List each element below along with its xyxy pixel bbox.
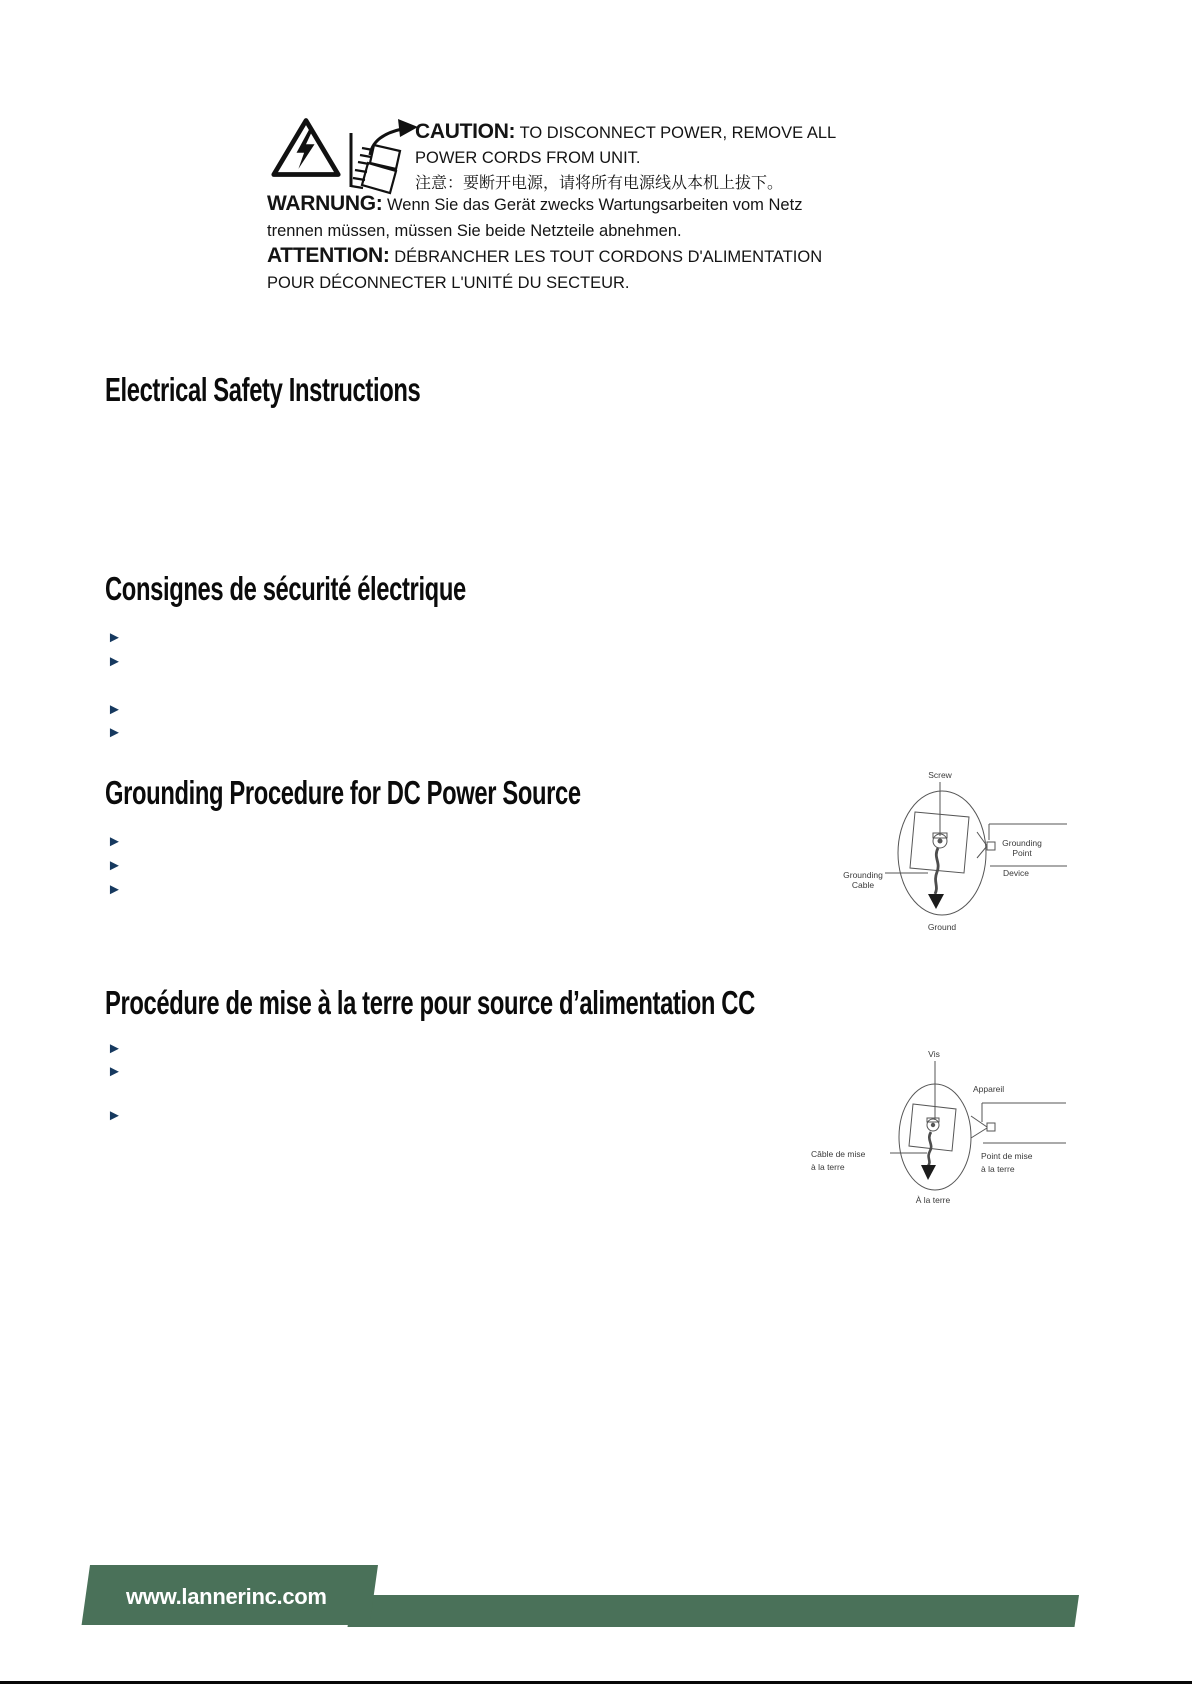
caution-text-block — [415, 119, 836, 196]
diagram-label-appareil: Appareil — [973, 1084, 1005, 1094]
grounding-diagram-en — [835, 762, 1070, 937]
diagram-label-screw: Screw — [928, 770, 952, 780]
high-voltage-warning-icon — [270, 115, 342, 181]
heading-grounding-procedure: Grounding Procedure for DC Power Source — [105, 774, 581, 811]
grounding-diagram-fr — [755, 1032, 1075, 1212]
page-bottom-rule — [0, 1681, 1192, 1684]
bullet-arrow-icon: ► — [107, 833, 122, 850]
warnung-text: Wenn Sie das Gerät zwecks Wartungsarbeiten vom Netz — [387, 196, 803, 214]
attention-label: ATTENTION: — [267, 244, 390, 267]
bullet-arrow-icon: ► — [107, 881, 122, 898]
warnung-line-2: trennen müssen, müssen Sie beide Netzteile abnehmen. — [267, 222, 682, 240]
diagram-label-point-mise-terre: à la terre — [981, 1164, 1015, 1174]
attention-line-2: POUR DÉCONNECTER L'UNITÉ DU SECTEUR. — [267, 274, 630, 292]
diagram-label-ground: Ground — [927, 922, 957, 932]
heading-electrical-safety: Electrical Safety Instructions — [105, 371, 421, 408]
heading-consignes: Consignes de sécurité électrique — [105, 570, 466, 607]
caution-label: CAUTION: — [415, 120, 516, 143]
diagram-label-cable-mise-terre: Câble de mise — [811, 1149, 866, 1159]
diagram-label-grounding-cable: Cable — [851, 880, 875, 890]
bullet-arrow-icon: ► — [107, 857, 122, 874]
caution-label-box — [258, 107, 850, 292]
footer-green-band — [348, 1595, 1079, 1627]
attention-line-1 — [267, 243, 822, 270]
footer-website-link[interactable]: www.lannerinc.com — [126, 1584, 327, 1609]
bullet-arrow-icon: ► — [107, 724, 122, 741]
bullet-arrow-icon: ► — [107, 1107, 122, 1124]
bullet-arrow-icon: ► — [107, 1040, 122, 1057]
diagram-label-cable-mise-terre: à la terre — [811, 1162, 845, 1172]
bullet-arrow-icon: ► — [107, 701, 122, 718]
diagram-label-device: Device — [1003, 868, 1029, 878]
attention-text-block — [267, 243, 822, 296]
diagram-label-a-la-terre: À la terre — [915, 1195, 951, 1205]
unplug-power-icon — [344, 111, 420, 203]
diagram-label-point-mise-terre: Point de mise — [981, 1151, 1033, 1161]
caution-chinese-line: 注意：要断开电源，请将所有电源线从本机上拔下。 — [415, 175, 784, 192]
warnung-label: WARNUNG: — [267, 192, 383, 215]
caution-line-1 — [415, 119, 836, 146]
diagram-label-grounding-point: Grounding — [1002, 838, 1042, 848]
diagram-label-grounding-cable: Grounding — [843, 870, 883, 880]
bullet-arrow-icon: ► — [107, 653, 122, 670]
attention-text: DÉBRANCHER LES TOUT CORDONS D'ALIMENTATION — [394, 248, 823, 266]
bullet-arrow-icon: ► — [107, 1063, 122, 1080]
caution-line-2: POWER CORDS FROM UNIT. — [415, 149, 641, 167]
warnung-line-1 — [267, 191, 802, 218]
diagram-label-grounding-point: Point — [1012, 848, 1032, 858]
warnung-text-block — [267, 191, 802, 244]
diagram-label-vis: Vis — [928, 1049, 940, 1059]
heading-procedure-mise-terre: Procédure de mise à la terre pour source d’alimentation CC — [105, 984, 755, 1021]
bullet-arrow-icon: ► — [107, 629, 122, 646]
caution-text: TO DISCONNECT POWER, REMOVE ALL — [519, 124, 837, 142]
